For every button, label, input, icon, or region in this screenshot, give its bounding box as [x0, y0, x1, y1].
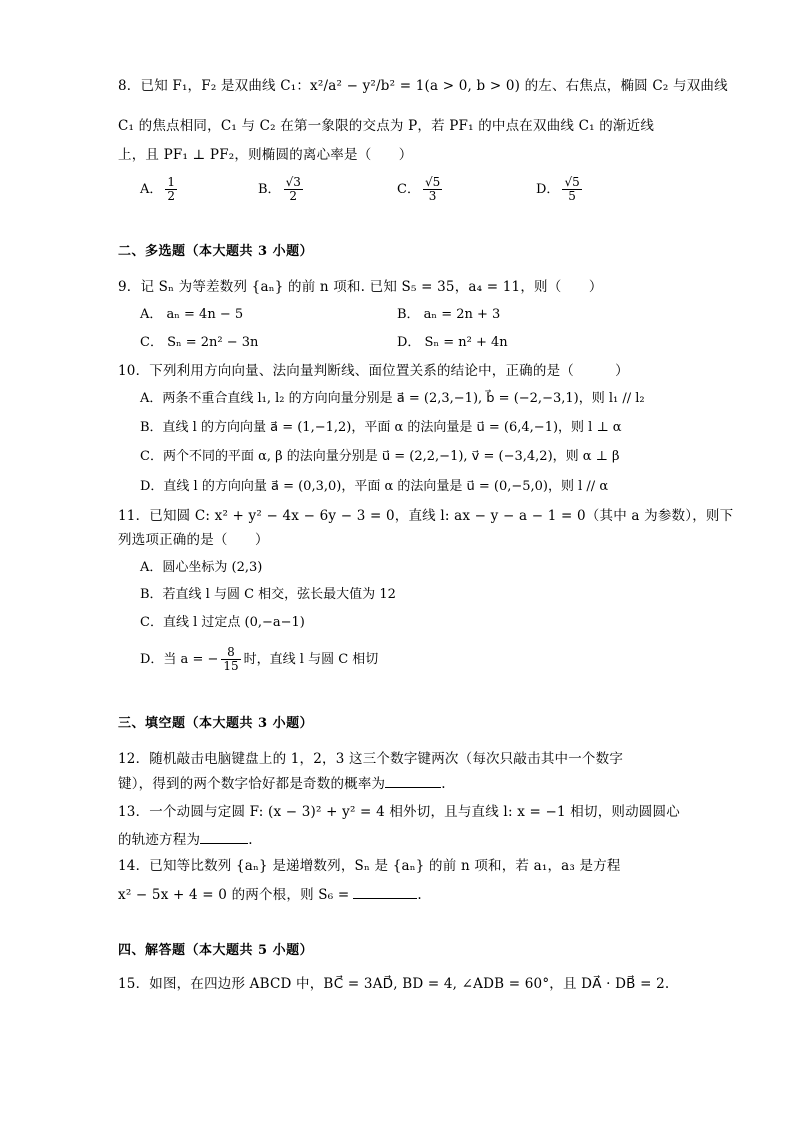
- q13-end: .: [248, 832, 253, 848]
- q9-option-a[interactable]: A． aₙ = 4n − 5: [140, 307, 244, 322]
- q11-option-a[interactable]: A．圆心坐标为 (2,3): [140, 560, 263, 575]
- q8-option-b-label: B．: [258, 182, 281, 197]
- q8-option-d-fraction: $\frac{√5}{5}$: [564, 175, 580, 203]
- q10-option-a[interactable]: A．两条不重合直线 l₁, l₂ 的方向向量分别是 a⃗ = (2,3,−1), b⃗ = (−2,−3,1)，则 l₁ // l₂: [140, 391, 645, 406]
- q11-option-d-pre: D．当 a = −: [140, 652, 219, 667]
- q12-line-2-text: 键），得到的两个数字恰好都是奇数的概率为: [118, 776, 386, 792]
- q8-option-b[interactable]: [258, 176, 306, 203]
- q8-option-a-fraction: $\frac{1}{2}$: [167, 175, 176, 203]
- q11-line-2: 列选项正确的是（ ）: [118, 532, 269, 548]
- q11-option-d[interactable]: [140, 646, 378, 673]
- q13-line-2: [118, 829, 253, 850]
- q14-line-2: [118, 884, 422, 905]
- q11-line-1: 11．已知圆 C: x² + y² − 4x − 6y − 3 = 0，直线 l: ax − y − a − 1 = 0（其中 a 为参数），则下: [118, 508, 734, 524]
- q9-option-b[interactable]: B． aₙ = 2n + 3: [397, 307, 501, 322]
- q8-option-d[interactable]: [536, 176, 585, 203]
- q13-line-2-text: 的轨迹方程为: [118, 832, 201, 848]
- q9-option-d[interactable]: D． Sₙ = n² + 4n: [397, 335, 508, 350]
- q13-line-1: 13．一个动圆与定圆 F: (x − 3)² + y² = 4 相外切，且与直线 l: x = −1 相切，则动圆圆心: [118, 804, 680, 820]
- q12-line-2: [118, 773, 446, 794]
- q11-option-b[interactable]: B．若直线 l 与圆 C 相交，弦长最大值为 12: [140, 587, 396, 602]
- q11-option-c[interactable]: C．直线 l 过定点 (0,−a−1): [140, 615, 305, 630]
- q10-line-1: 10．下列利用方向向量、法向量判断线、面位置关系的结论中，正确的是（ ）: [118, 363, 629, 379]
- q8-option-c[interactable]: [397, 176, 445, 203]
- q8-option-a[interactable]: [140, 176, 180, 203]
- q8-option-a-label: A．: [140, 182, 163, 197]
- q13-answer-blank[interactable]: [200, 829, 248, 844]
- q8-line-3: 上，且 PF₁ ⊥ PF₂，则椭圆的离心率是（ ）: [118, 147, 413, 163]
- q12-end: .: [441, 776, 446, 792]
- q9-line-1: 9．记 Sₙ 为等差数列 {aₙ} 的前 n 项和. 已知 S₅ = 35，a₄ = 11，则（ ）: [118, 279, 603, 295]
- section-heading-fill-in: 三、填空题（本大题共 3 小题）: [118, 716, 314, 731]
- q8-option-c-label: C．: [397, 182, 420, 197]
- q8-line-2: C₁ 的焦点相同，C₁ 与 C₂ 在第一象限的交点为 P，若 PF₁ 的中点在双曲线 C₁ 的渐近线: [118, 118, 655, 134]
- q8-line-1: 8．已知 F₁，F₂ 是双曲线 C₁：x²/a² − y²/b² = 1(a > 0, b > 0) 的左、右焦点，椭圆 C₂ 与双曲线: [118, 78, 728, 94]
- q11-option-d-fraction: $\frac{8}{15}$: [223, 645, 239, 673]
- q14-line-1: 14．已知等比数列 {aₙ} 是递增数列，Sₙ 是 {aₙ} 的前 n 项和，若 a₁，a₃ 是方程: [118, 858, 621, 874]
- q15-line-1: 15．如图，在四边形 ABCD 中，BC⃗ = 3AD⃗, BD = 4, ∠ADB = 60°，且 DA⃗ · DB⃗ = 2.: [118, 976, 670, 992]
- q12-line-1: 12．随机敲击电脑键盘上的 1，2，3 这三个数字键两次（每次只敲击其中一个数字: [118, 751, 624, 767]
- q10-option-c[interactable]: C．两个不同的平面 α, β 的法向量分别是 u⃗ = (2,2,−1), v⃗ = (−3,4,2)，则 α ⊥ β: [140, 449, 620, 464]
- q10-option-d[interactable]: D．直线 l 的方向向量 a⃗ = (0,3,0)，平面 α 的法向量是 u⃗ = (0,−5,0)，则 l // α: [140, 479, 609, 494]
- q8-option-b-fraction: $\frac{√3}{2}$: [285, 175, 301, 203]
- q8-option-d-label: D．: [536, 182, 560, 197]
- section-heading-multiple-choice: 二、多选题（本大题共 3 小题）: [118, 244, 314, 259]
- q11-option-d-post: 时，直线 l 与圆 C 相切: [243, 652, 379, 667]
- q10-option-b[interactable]: B．直线 l 的方向向量 a⃗ = (1,−1,2)，平面 α 的法向量是 u⃗ = (6,4,−1)，则 l ⊥ α: [140, 420, 622, 435]
- q12-answer-blank[interactable]: [385, 773, 441, 788]
- q14-answer-blank[interactable]: [353, 884, 417, 899]
- q14-line-2-text: x² − 5x + 4 = 0 的两个根，则 S₆ =: [118, 887, 350, 903]
- q14-end: .: [417, 887, 422, 903]
- section-heading-solutions: 四、解答题（本大题共 5 小题）: [118, 943, 314, 958]
- q9-option-c[interactable]: C． Sₙ = 2n² − 3n: [140, 335, 259, 350]
- q8-option-c-fraction: $\frac{√5}{3}$: [424, 175, 441, 203]
